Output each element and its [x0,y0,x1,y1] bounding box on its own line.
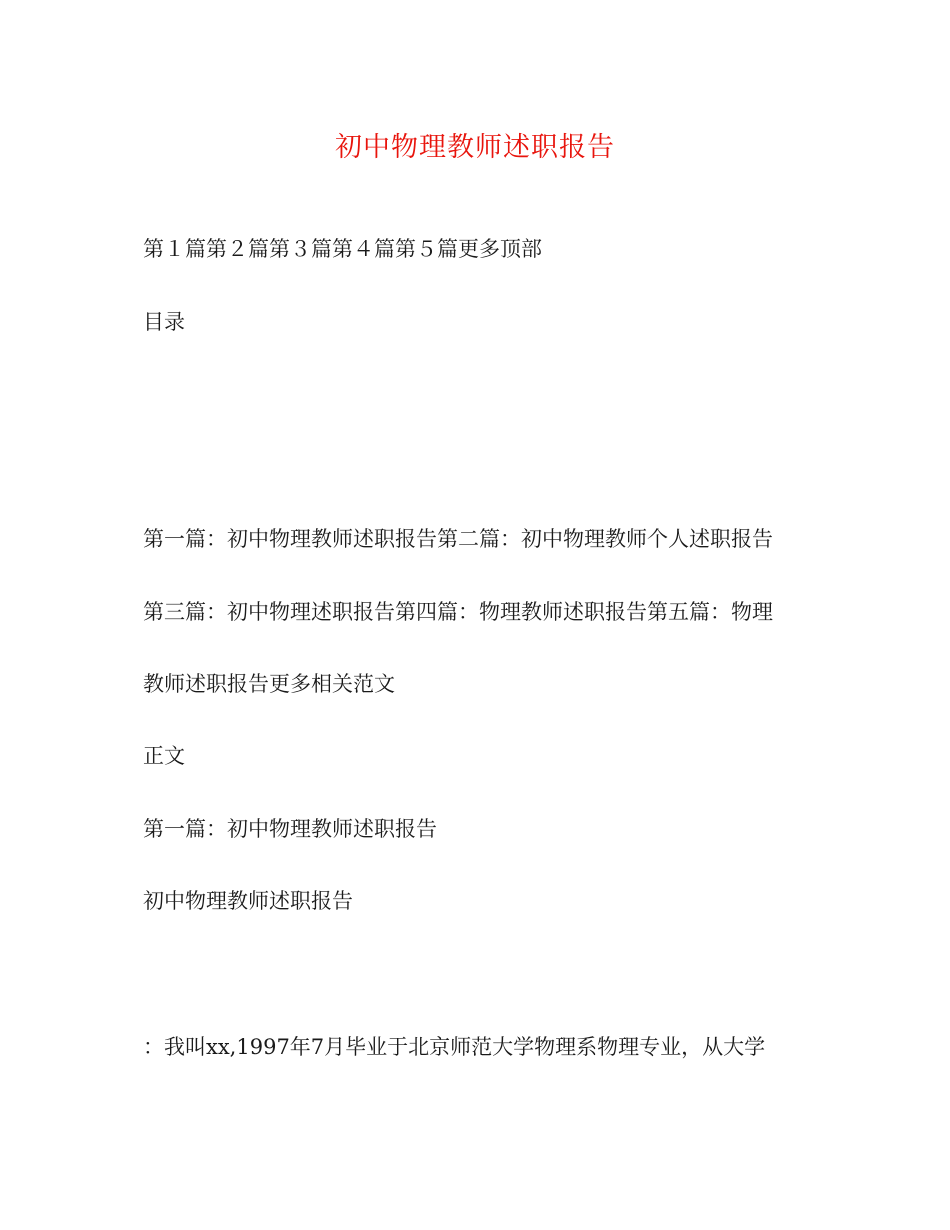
toc-line-3[interactable]: 教师述职报告更多相关范文 [143,672,395,696]
toc-heading: 目录 [143,310,185,334]
article-nav-links[interactable]: 第１篇第２篇第３篇第４篇第５篇更多顶部 [143,237,542,261]
body-paragraph: ：我叫xx,1997年7月毕业于北京师范大学物理系物理专业，从大学 [143,1035,766,1059]
section-title: 初中物理教师述职报告 [143,889,353,913]
body-heading: 正文 [143,744,185,768]
toc-line-1[interactable]: 第一篇：初中物理教师述职报告第二篇：初中物理教师个人述职报告 [143,527,773,551]
toc-line-2[interactable]: 第三篇：初中物理述职报告第四篇：物理教师述职报告第五篇：物理 [143,600,773,624]
document-title: 初中物理教师述职报告 [335,132,615,163]
section-heading: 第一篇：初中物理教师述职报告 [143,817,437,841]
